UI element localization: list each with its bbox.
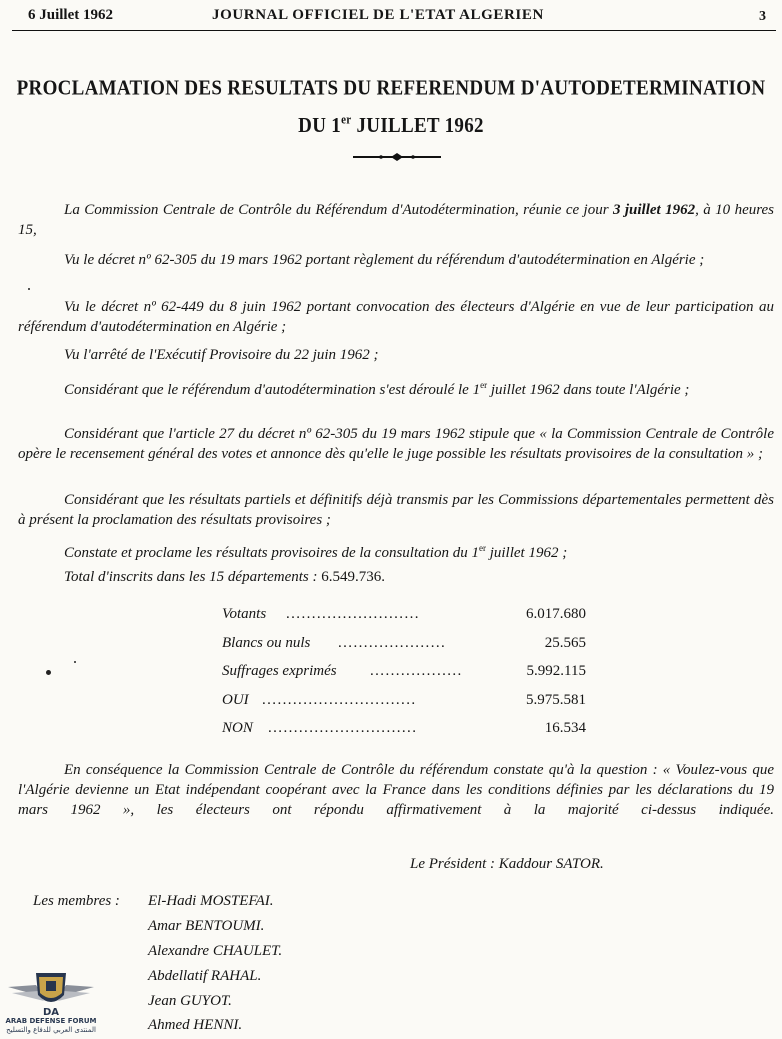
paragraph-consequence: En conséquence la Commission Centrale de Contrôle du référendum constate qu'à la question : « Voulez-vous que l'Algérie devienne un Etat indépendant coopérant avec la France dans les conditions définies par les déclarations du 19 mars 1962 », les électeurs ont répondu affirmativement à la majorité ci-dessus indiquée. xyxy=(18,762,774,818)
arab-defense-forum-watermark xyxy=(2,965,100,1037)
result-row-suffrages xyxy=(222,663,592,692)
result-leader-dots: .......................... xyxy=(286,606,420,622)
winged-shield-icon xyxy=(2,965,100,1017)
president-signature: Le Président : Kaddour SATOR. xyxy=(410,856,604,872)
paragraph-commission: La Commission Centrale de Contrôle du Référendum d'Autodétermination, réunie ce jour 3 juillet 1962, à 10 heures 15, xyxy=(18,202,775,238)
page-number: 3 xyxy=(759,9,766,24)
logo-mark: DA xyxy=(42,1007,60,1017)
ink-speck xyxy=(46,670,51,675)
paragraph-considerant-1: Considérant que le référendum d'autodétermination s'est déroulé le 1er juillet 1962 dans toute l'Algérie ; xyxy=(64,380,690,398)
result-value: 5.992.115 xyxy=(526,663,586,680)
paragraph-decree-305: Vu le décret nº 62-305 du 19 mars 1962 portant règlement du référendum d'autodétermination en Algérie ; xyxy=(64,252,705,268)
result-leader-dots: ..................... xyxy=(338,634,447,651)
results-table xyxy=(222,606,592,749)
result-value: 16.534 xyxy=(544,720,586,737)
member-name: Abdellatif RAHAL. xyxy=(148,968,262,984)
paragraph-decree-449: Vu le décret nº 62-449 du 8 juin 1962 portant convocation des électeurs d'Algérie en vue de leur participation au référendum d'autodétermination en Algérie ; xyxy=(18,299,774,335)
result-label: Votants xyxy=(222,606,267,622)
result-value: 6.017.680 xyxy=(526,606,586,622)
member-name: El-Hadi MOSTEFAI. xyxy=(148,893,274,909)
journal-title: JOURNAL OFFICIEL DE L'ETAT ALGERIEN xyxy=(212,7,544,23)
page-header xyxy=(0,6,782,30)
result-row-blancs xyxy=(222,635,592,664)
paragraph-total-inscrits: Total d'inscrits dans les 15 départements : 6.549.736. xyxy=(64,569,385,585)
result-value: 25.565 xyxy=(544,634,586,651)
member-name: Ahmed HENNI. xyxy=(148,1017,243,1033)
member-name: Amar BENTOUMI. xyxy=(148,918,265,934)
member-name: Alexandre CHAULET. xyxy=(148,943,283,959)
logo-text-arabic: المنتدى العربي للدفاع والتسليح xyxy=(6,1026,96,1034)
paragraph-considerant-3: Considérant que les résultats partiels et définitifs déjà transmis par les Commissions départementales permettent dès à présent la proclamation des résultats provisoires ; xyxy=(18,492,774,528)
paragraph-considerant-2: Considérant que l'article 27 du décret nº 62-305 du 19 mars 1962 stipule que « la Commission Centrale de Contrôle opère le recensement général des votes et annonce dès qu'elle le juge possible les résultats provisoires de la consultation » ; xyxy=(18,426,774,462)
result-row-oui xyxy=(222,692,592,721)
result-leader-dots: ............................. xyxy=(268,720,418,737)
logo-text-latin: ARAB DEFENSE FORUM xyxy=(5,1017,97,1025)
result-row-votants xyxy=(222,606,592,635)
paragraph-constate: Constate et proclame les résultats provisoires de la consultation du 1er juillet 1962 ; xyxy=(64,543,568,561)
header-date: 6 Juillet 1962 xyxy=(28,7,113,23)
paragraph-arrete: Vu l'arrêté de l'Exécutif Provisoire du 22 juin 1962 ; xyxy=(64,347,379,363)
result-label: OUI xyxy=(222,691,249,708)
result-leader-dots: .............................. xyxy=(262,691,417,708)
ink-speck xyxy=(74,661,76,663)
result-label: Blancs ou nuls xyxy=(222,634,311,651)
document-title-line2: DU 1er JUILLET 1962 xyxy=(298,113,484,138)
members-label: Les membres : xyxy=(33,893,120,909)
header-rule xyxy=(12,30,776,31)
result-value: 5.975.581 xyxy=(526,691,586,708)
document-title-line1: PROCLAMATION DES RESULTATS DU REFERENDUM D'AUTODETERMINATION xyxy=(16,76,766,101)
member-name: Jean GUYOT. xyxy=(148,993,232,1009)
result-leader-dots: .................. xyxy=(370,663,463,680)
title-ornament xyxy=(351,151,443,163)
result-label: Suffrages exprimés xyxy=(222,663,337,680)
result-row-non xyxy=(222,720,592,749)
ink-speck xyxy=(28,288,30,290)
result-label: NON xyxy=(222,720,253,737)
